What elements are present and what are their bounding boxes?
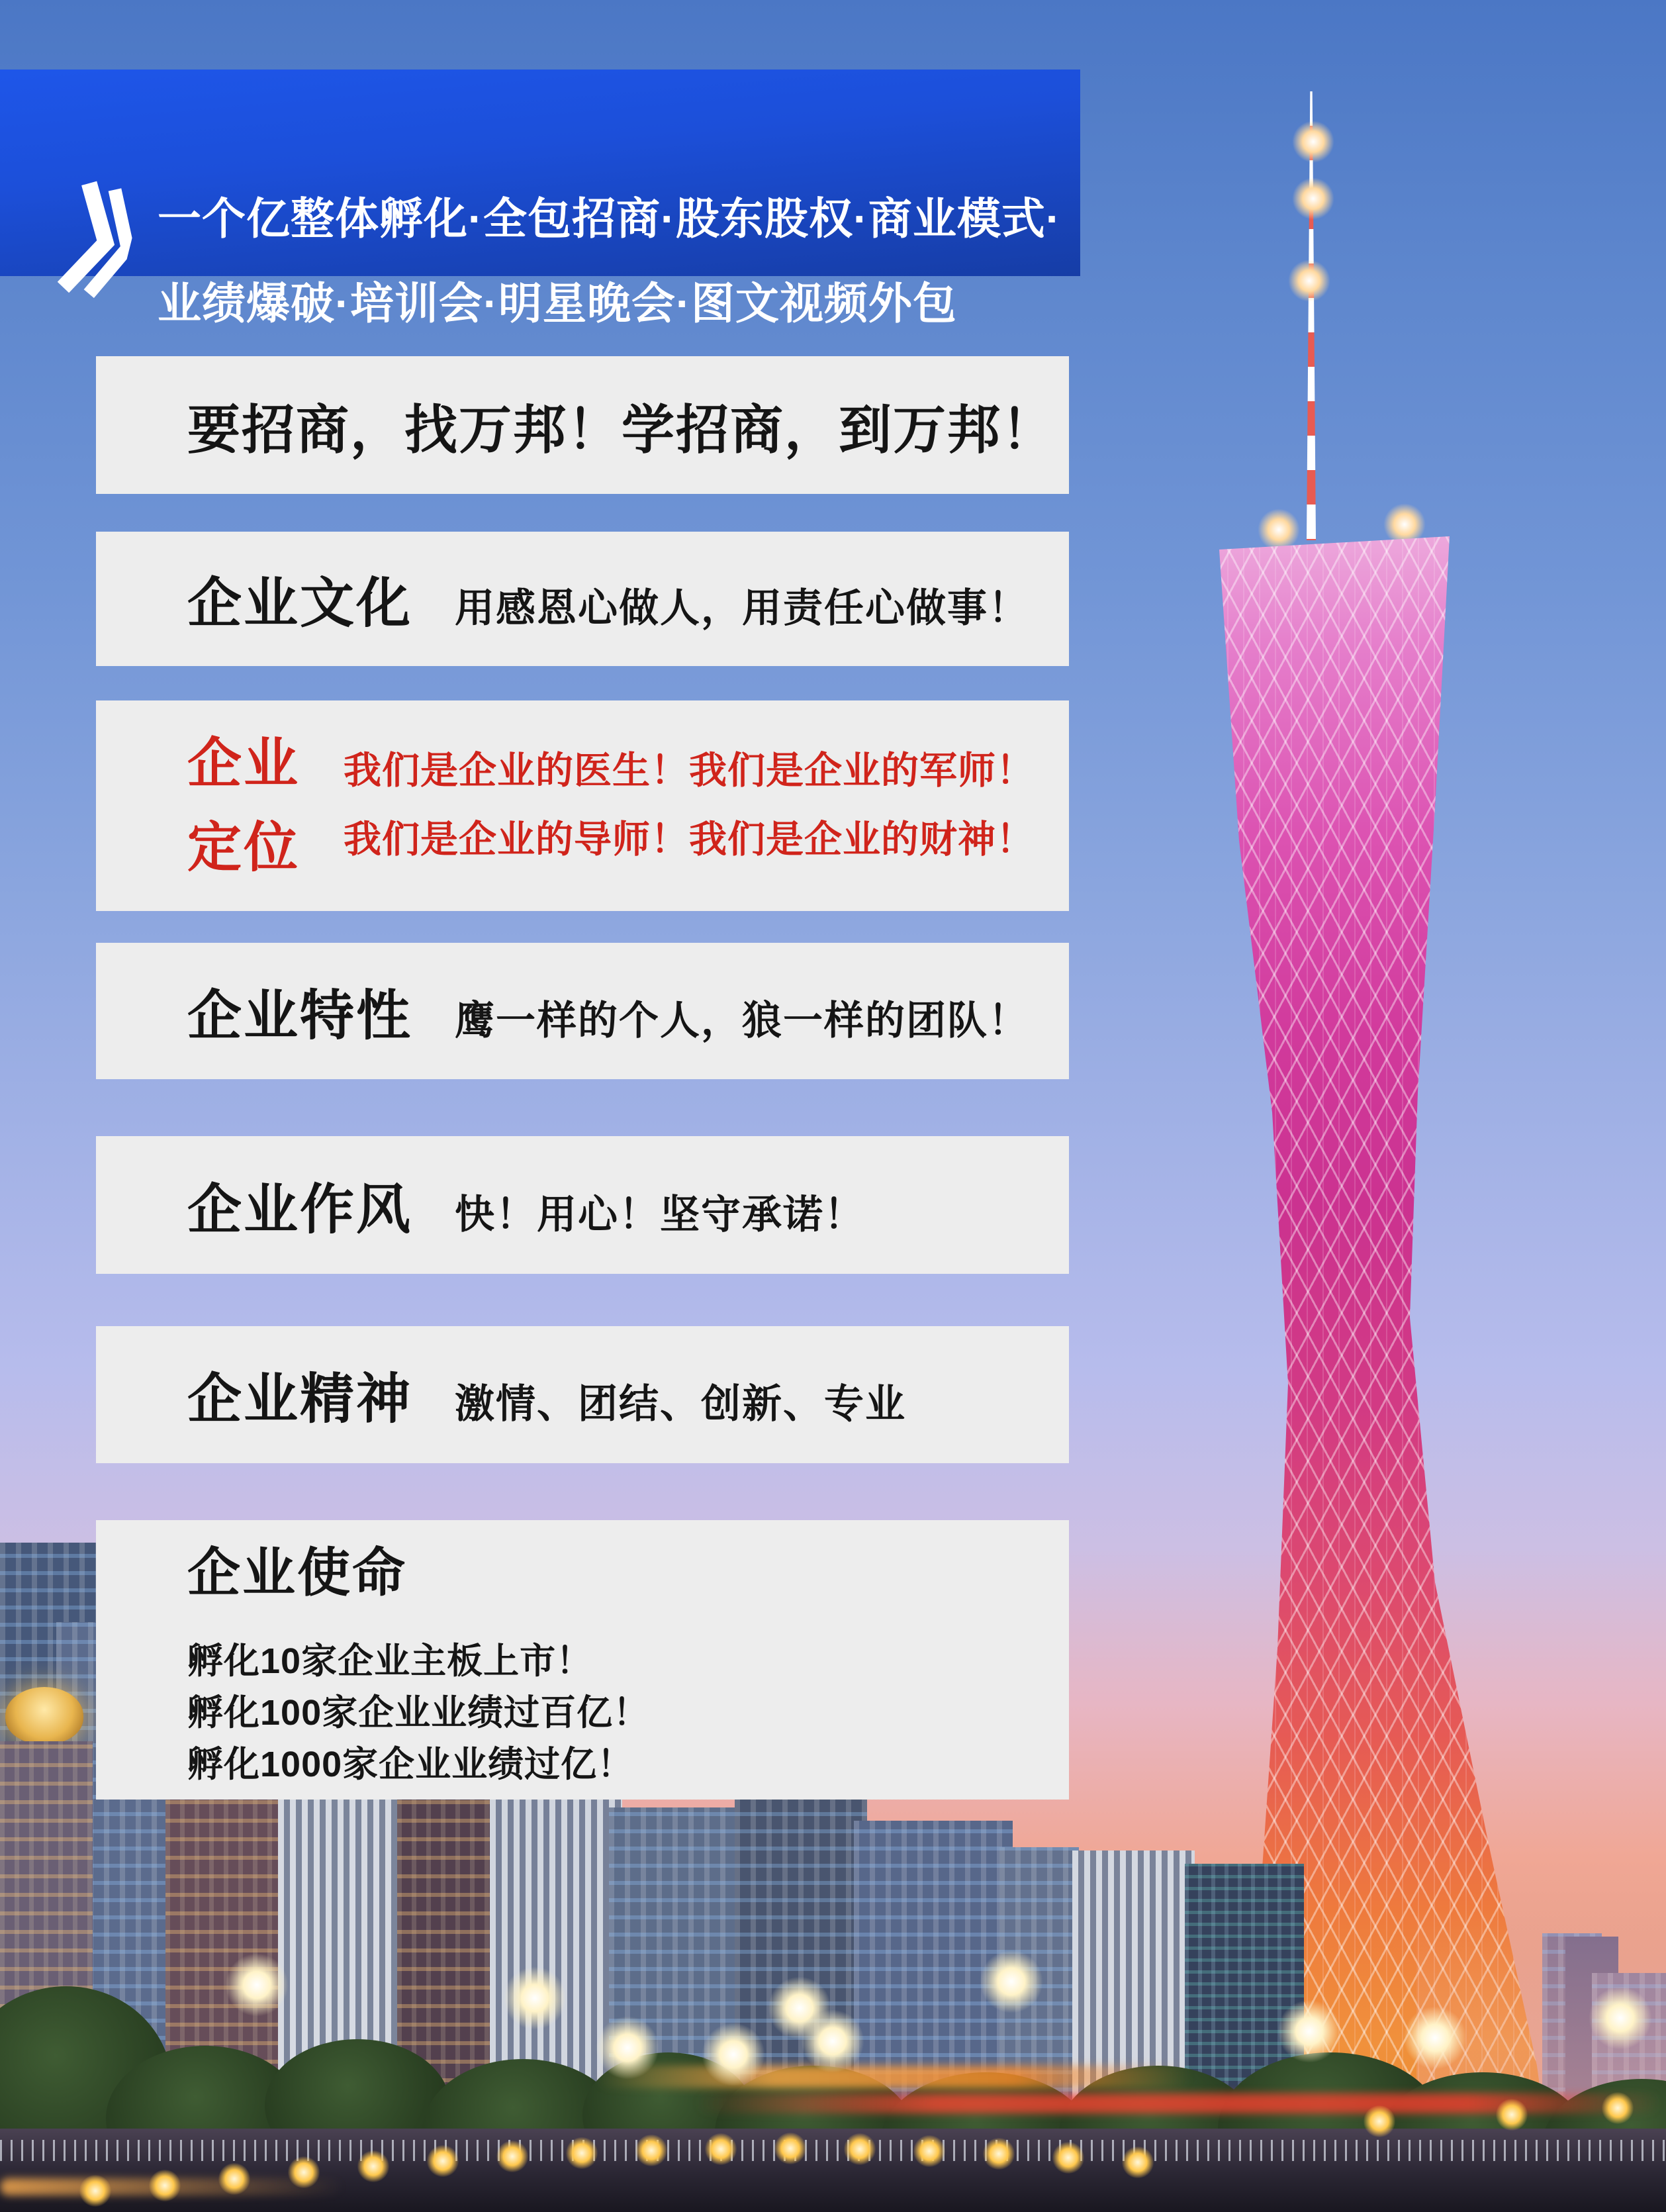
- positioning-line-1: 我们是企业的医生！我们是企业的军师！: [344, 749, 1035, 793]
- street-light: [496, 2140, 528, 2172]
- card-text: 快！用心！坚守承诺！: [455, 1192, 866, 1237]
- double-chevron-right-icon: [53, 172, 144, 309]
- banner-line-1: 一个亿整体孵化·全包招商·股东股权·商业模式·: [158, 194, 1061, 243]
- header-banner: [0, 70, 1080, 328]
- street-light: [801, 2009, 864, 2073]
- street-light: [1403, 2006, 1467, 2070]
- street-light: [702, 2023, 765, 2086]
- street-light: [980, 1950, 1043, 2013]
- street-light: [1277, 1999, 1341, 2063]
- title-line-1: 企业: [187, 733, 301, 794]
- guardrail: [0, 2140, 1666, 2161]
- card-mission: [96, 1520, 1069, 1800]
- card-title: [187, 722, 300, 890]
- street-light: [1364, 2105, 1395, 2137]
- card-slogan: [96, 356, 1069, 494]
- street-light: [79, 2175, 111, 2207]
- card-text: 激情、团结、创新、专业: [455, 1382, 907, 1426]
- mission-lines: [96, 1635, 1069, 1790]
- positioning-line-2: 我们是企业的导师！我们是企业的财神！: [344, 818, 1035, 861]
- street-light: [225, 1953, 289, 2017]
- street-light: [1052, 2142, 1084, 2174]
- street-light: [566, 2137, 598, 2169]
- street-light: [1589, 1986, 1652, 2050]
- card-culture: [96, 532, 1069, 666]
- street-light: [218, 2163, 250, 2195]
- banner-line-2: 业绩爆破·培训会·明星晚会·图文视频外包: [158, 279, 957, 328]
- card-text: 鹰一样的个人，狼一样的团队！: [455, 998, 1030, 1043]
- antenna-light: [1292, 177, 1334, 220]
- street-light: [1122, 2146, 1154, 2178]
- street-light: [427, 2145, 459, 2177]
- antenna-light: [1288, 260, 1330, 302]
- card-positioning: [96, 700, 1069, 911]
- card-title: 企业精神: [187, 1369, 413, 1429]
- street-light: [596, 2016, 659, 2080]
- card-style: [96, 1136, 1069, 1274]
- mission-line-2: 孵化100家企业业绩过百亿！: [187, 1692, 650, 1733]
- street-light: [774, 2133, 806, 2164]
- street-light: [1496, 2099, 1528, 2131]
- antenna-light: [1292, 120, 1334, 163]
- card-title: 企业文化: [187, 573, 413, 634]
- card-title: 企业使命: [187, 1543, 407, 1602]
- card-text: [344, 737, 1035, 874]
- street-light: [635, 2135, 667, 2166]
- street-light: [983, 2138, 1015, 2170]
- street-light: [149, 2170, 181, 2201]
- street-light: [705, 2133, 737, 2165]
- slogan-text: 要招商，找万邦！学招商，到万邦！: [187, 400, 1056, 459]
- mission-line-1: 孵化10家企业主板上市！: [187, 1641, 593, 1681]
- title-line-2: 定位: [187, 818, 301, 878]
- street-light: [844, 2133, 876, 2165]
- card-title: 企业特性: [187, 985, 413, 1046]
- light-trail: [596, 2066, 1191, 2088]
- card-text: 用感恩心做人，用责任心做事！: [455, 586, 1030, 630]
- tower-top-light: [1258, 508, 1300, 551]
- street-light: [1602, 2092, 1634, 2124]
- street-light: [288, 2156, 320, 2188]
- street-light: [913, 2135, 945, 2167]
- card-title: 企业作风: [187, 1179, 413, 1240]
- street-light: [357, 2150, 389, 2182]
- card-spirit: [96, 1326, 1069, 1463]
- mission-line-3: 孵化1000家企业业绩过亿！: [187, 1744, 634, 1784]
- gold-dome: [5, 1687, 83, 1744]
- card-traits: [96, 943, 1069, 1079]
- street-light: [503, 1966, 567, 2030]
